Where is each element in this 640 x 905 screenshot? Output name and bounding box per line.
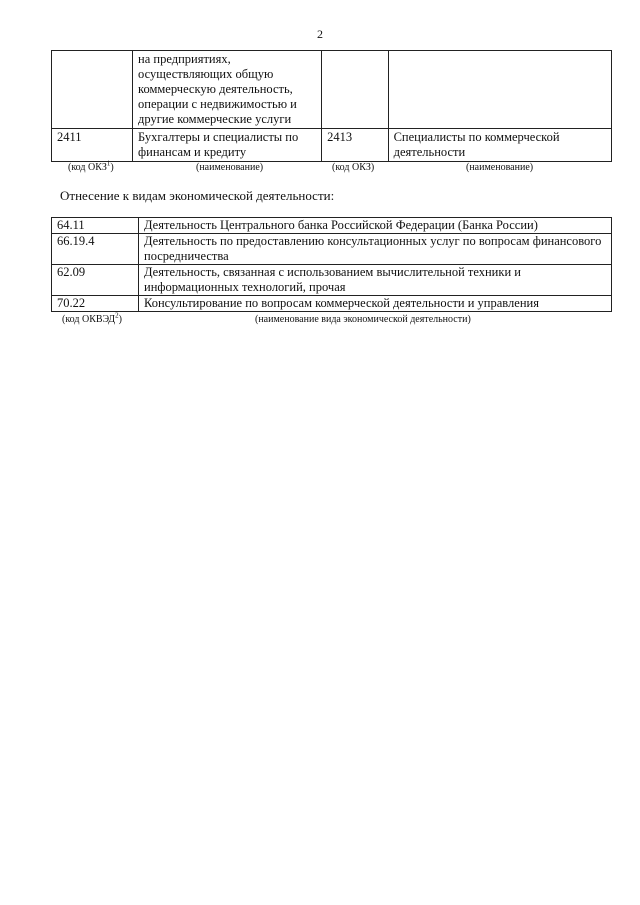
okz-code-caption: (код ОКЗ$^1$)	[68, 159, 114, 173]
okved-code-cell: 64.11	[52, 218, 139, 234]
okved-code-cell: 62.09	[52, 265, 139, 296]
okz-name-cell: Специалисты по коммерческой деятельности	[388, 129, 611, 162]
table-row	[52, 296, 612, 312]
okved-table	[51, 217, 612, 312]
okved-name-cell: Деятельность по предоставлению консультационных услуг по вопросам финансового посредничества	[139, 234, 612, 265]
okved-code-cell: 70.22	[52, 296, 139, 312]
okved-code-cell: 66.19.4	[52, 234, 139, 265]
table-row	[52, 51, 612, 129]
okz-name-caption: (наименование)	[466, 162, 534, 173]
okz-code-cell	[52, 51, 133, 129]
okved-name-cell: Деятельность, связанная с использованием вычислительной техники и информационных технологий, прочая	[139, 265, 612, 296]
okz-table	[51, 50, 612, 162]
section-title: Отнесение к видам экономической деятельности:	[60, 188, 335, 203]
page-number: 2	[317, 27, 323, 41]
table-row	[52, 234, 612, 265]
okz-code-caption: (код ОКЗ)	[332, 162, 375, 173]
table-row	[52, 218, 612, 234]
table-row	[52, 265, 612, 296]
okz-name-cell: на предприятиях, осуществляющих общую коммерческую деятельность, операции с недвижимостью и другие коммерческие услуги	[133, 51, 322, 129]
okz-name-cell	[388, 51, 611, 129]
okved-name-cell: Консультирование по вопросам коммерческой деятельности и управления	[139, 296, 612, 312]
okz-code-cell: 2411	[52, 129, 133, 162]
okz-name-cell: Бухгалтеры и специалисты по финансам и кредиту	[133, 129, 322, 162]
okz-code-cell	[322, 51, 388, 129]
okved-code-caption: (код ОКВЭД$^2$)	[62, 311, 122, 325]
okz-code-cell: 2413	[322, 129, 388, 162]
okved-name-caption: (наименование вида экономической деятельности)	[255, 314, 471, 325]
table-row	[52, 129, 612, 162]
okz-name-caption: (наименование)	[196, 162, 264, 173]
okved-name-cell: Деятельность Центрального банка Российской Федерации (Банка России)	[139, 218, 612, 234]
